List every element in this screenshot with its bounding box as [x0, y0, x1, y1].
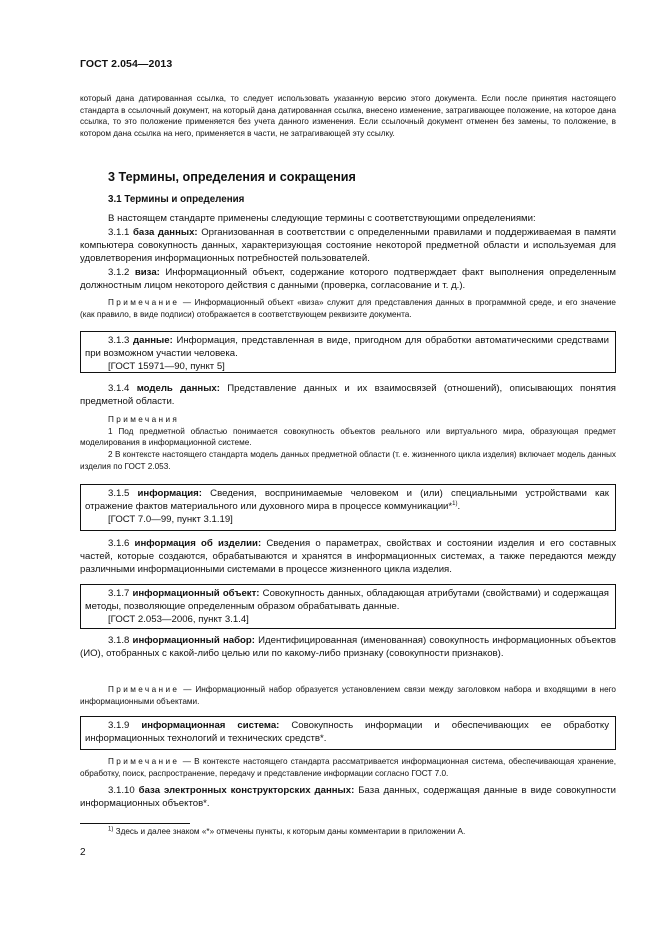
- term-3-1-7: 3.1.7 информационный объект: Совокупность данных, обладающая атрибутами (свойствами) и содержащая методы, позволяющие определенным образом обрабатывать данные.: [85, 588, 609, 612]
- note-item-1: 1 Под предметной областью понимается совокупность объектов реального или виртуального мира, образующая предмет моделирования в информационной системе.: [80, 426, 616, 448]
- term-3-1-5-ref: [ГОСТ 7.0—99, пункт 3.1.19]: [108, 513, 233, 525]
- term-3-1-5: 3.1.5 информация: Сведения, воспринимаемые человеком и (или) специальными устройствами как отражение фактов материального или духовного мира в процессе коммуникации*$^{1)}$.: [85, 488, 609, 512]
- term-3-1-6: 3.1.6 информация об изделии: Сведения о параметрах, свойствах и состоянии изделия и его составных частей, которые создаются, обрабатываются и хранятся в информационных системах, а также передаются между различными информационными системами в процессе жизненного цикла изделия.: [80, 538, 616, 575]
- lead-paragraph: В настоящем стандарте применены следующие термины с соответствующими определениями:: [108, 213, 536, 224]
- intro-paragraph: который дана датированная ссылка, то следует использовать указанную версию этого документа. Если после принятия настоящего стандарта в ссылочный документ, на который дана датированная ссылка, внесено изменение, затрагивающее положение, на которое дана ссылка, то это положение применяется без учета данного изменения. Если ссылочный документ отменен без замены, то положение, в котором дана ссылка на него, применяется в части, не затрагивающей эту ссылку.: [80, 94, 616, 139]
- footnote: $^{1)}$ Здесь и далее знаком «*» отмечены пункты, к которым даны комментарии в приложении А.: [108, 826, 466, 836]
- note-3-1-9: Примечание — В контексте настоящего стандарта рассматривается информационная система, обеспечивающая хранение, обработку, поиск, распространение, передачу и представление информации согласно ГОСТ 7.0.: [80, 757, 617, 778]
- term-box-3-1-3: [80, 331, 616, 373]
- term-3-1-8: 3.1.8 информационный набор: Идентифицированная (именованная) совокупность информационных объектов (ИО), отобранных с какой-либо целью или по какому-либо признаку (совокупности признаков).: [80, 635, 616, 659]
- term-3-1-9: 3.1.9 информационная система: Совокупность информации и обеспечивающих ее обработку информационных технологий и технических средств*.: [85, 720, 610, 744]
- term-3-1-2: 3.1.2 виза: Информационный объект, содержание которого подтверждает факт выполнения определенным должностным лицом некоторого действия с данными (проверка, согласование и т. д.).: [80, 267, 616, 291]
- term-3-1-10: 3.1.10 база электронных конструкторских данных: База данных, содержащая данные в виде совокупности информационных объектов*.: [80, 785, 617, 809]
- page-number: 2: [80, 847, 86, 858]
- term-3-1-3: 3.1.3 данные: Информация, представленная в виде, пригодном для обработки автоматическими средствами при возможном участии человека.: [85, 335, 609, 359]
- term-box-3-1-7: [80, 584, 616, 629]
- term-3-1-4: 3.1.4 модель данных: Представление данных и их взаимосвязей (отношений), описывающих понятия предметной области.: [80, 383, 617, 407]
- footnote-rule: [80, 823, 190, 824]
- notes-3-1-4: [80, 414, 616, 473]
- term-3-1-7-ref: [ГОСТ 2.053—2006, пункт 3.1.4]: [108, 613, 249, 625]
- subsection-title: 3.1 Термины и определения: [108, 194, 245, 205]
- section-title: 3 Термины, определения и сокращения: [108, 170, 356, 184]
- document-header: ГОСТ 2.054—2013: [80, 58, 173, 70]
- term-box-3-1-9: [80, 716, 616, 750]
- term-3-1-1: 3.1.1 база данных: Организованная в соответствии с определенными правилами и поддерживаемая в памяти компьютера совокупность данных, характеризующая состояние некоторой предметной области и используемая для удовлетворения информационных потребностей пользователей.: [80, 227, 617, 264]
- note-3-1-8: Примечание — Информационный набор образуется установлением связи между заголовком набора и входящими в него информационными объектами.: [80, 685, 616, 706]
- term-3-1-3-ref: [ГОСТ 15971—90, пункт 5]: [108, 360, 225, 372]
- term-box-3-1-5: [80, 484, 616, 531]
- notes-label: Примечания: [108, 415, 180, 424]
- note-3-1-2: Примечание — Информационный объект «виза» служит для представления данных в программной среде, и его значение (как правило, в виде подписи) отображается в соответствующем реквизите документа.: [80, 298, 616, 319]
- note-item-2: 2 В контексте настоящего стандарта модель данных предметной области (т. е. жизненного цикла изделия) включает модель данных изделия по ГОСТ 2.053.: [80, 450, 616, 471]
